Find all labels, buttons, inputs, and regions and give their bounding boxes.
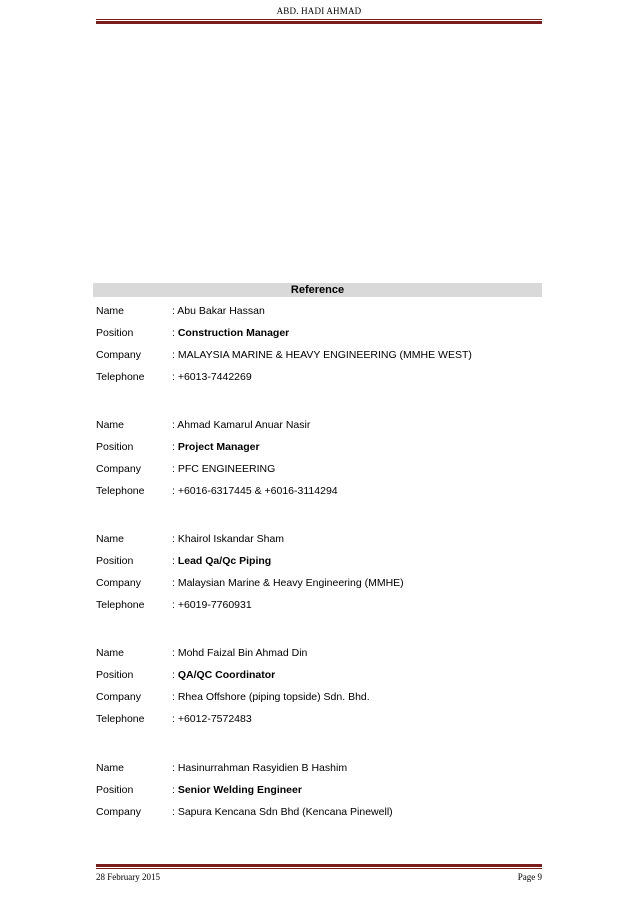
reference-position: Senior Welding Engineer xyxy=(177,784,302,796)
reference-company: : MALAYSIA MARINE & HEAVY ENGINEERING (MMHE WEST) xyxy=(172,349,472,361)
reference-telephone: : +6013-7442269 xyxy=(172,371,252,383)
reference-company: : Sapura Kencana Sdn Bhd (Kencana Pinewell) xyxy=(172,806,393,818)
name-label: Name xyxy=(96,762,125,774)
telephone-label: Telephone xyxy=(96,713,145,725)
name-label: Name xyxy=(96,305,125,317)
reference-position: Construction Manager xyxy=(177,327,290,339)
reference-company: : PFC ENGINEERING xyxy=(172,463,276,475)
reference-telephone: : +6016-6317445 & +6016-3114294 xyxy=(172,485,338,497)
reference-position: QA/QC Coordinator xyxy=(177,669,276,681)
company-label: Company xyxy=(96,806,141,818)
reference-entry: Name : Mohd Faizal Bin Ahmad Din Position : QA/QC Coordinator Company : Rhea Offshore (piping topside) Sdn. Bhd. Telephone : +6012-7572483 xyxy=(96,647,370,725)
reference-company: : Rhea Offshore (piping topside) Sdn. Bhd. xyxy=(172,691,370,703)
position-label: Position xyxy=(96,327,134,339)
company-label: Company xyxy=(96,691,141,703)
company-label: Company xyxy=(96,349,141,361)
reference-name: : Mohd Faizal Bin Ahmad Din xyxy=(172,647,308,659)
reference-name: : Ahmad Kamarul Anuar Nasir xyxy=(172,419,311,431)
company-label: Company xyxy=(96,577,141,589)
position-label: Position xyxy=(96,669,134,681)
reference-entry: Name : Abu Bakar Hassan Position : Construction Manager Company : MALAYSIA MARINE & HEAVY ENGINEERING (MMHE WEST) Telephone : +6013-7442269 xyxy=(96,305,472,383)
reference-telephone: : +6012-7572483 xyxy=(172,713,252,725)
header-rule-thin xyxy=(96,19,542,20)
position-label: Position xyxy=(96,555,134,567)
name-label: Name xyxy=(96,647,125,659)
reference-telephone: : +6019-7760931 xyxy=(172,599,252,611)
footer-rule-thin xyxy=(96,868,542,869)
page-header-title: ABD. HADI AHMAD xyxy=(276,6,362,16)
reference-name: : Hasinurrahman Rasyidien B Hashim xyxy=(172,762,348,774)
reference-entry: Name : Ahmad Kamarul Anuar Nasir Position : Project Manager Company : PFC ENGINEERING Telephone : +6016-6317445 & +6016-3114294 xyxy=(96,419,338,497)
reference-name: : Abu Bakar Hassan xyxy=(172,305,265,317)
reference-entry: Name : Hasinurrahman Rasyidien B Hashim Position : Senior Welding Engineer Company : Sapura Kencana Sdn Bhd (Kencana Pinewell) xyxy=(96,762,393,818)
reference-section-title: Reference xyxy=(93,283,542,297)
reference-entry: Name : Khairol Iskandar Sham Position : Lead Qa/Qc Piping Company : Malaysian Marine & Heavy Engineering (MMHE) Telephone : +6019-7760931 xyxy=(96,533,404,611)
telephone-label: Telephone xyxy=(96,599,145,611)
name-label: Name xyxy=(96,533,125,545)
footer-page-number: Page 9 xyxy=(517,872,542,882)
position-label: Position xyxy=(96,441,134,453)
name-label: Name xyxy=(96,419,125,431)
header-rule-thick xyxy=(96,21,542,24)
reference-position: Lead Qa/Qc Piping xyxy=(177,555,272,567)
reference-name: : Khairol Iskandar Sham xyxy=(172,533,285,545)
position-label: Position xyxy=(96,784,134,796)
company-label: Company xyxy=(96,463,141,475)
telephone-label: Telephone xyxy=(96,485,145,497)
reference-position: Project Manager xyxy=(177,441,260,453)
footer-rule-thick xyxy=(96,864,542,867)
footer-date: 28 February 2015 xyxy=(96,872,160,882)
reference-company: : Malaysian Marine & Heavy Engineering (MMHE) xyxy=(172,577,404,589)
telephone-label: Telephone xyxy=(96,371,145,383)
